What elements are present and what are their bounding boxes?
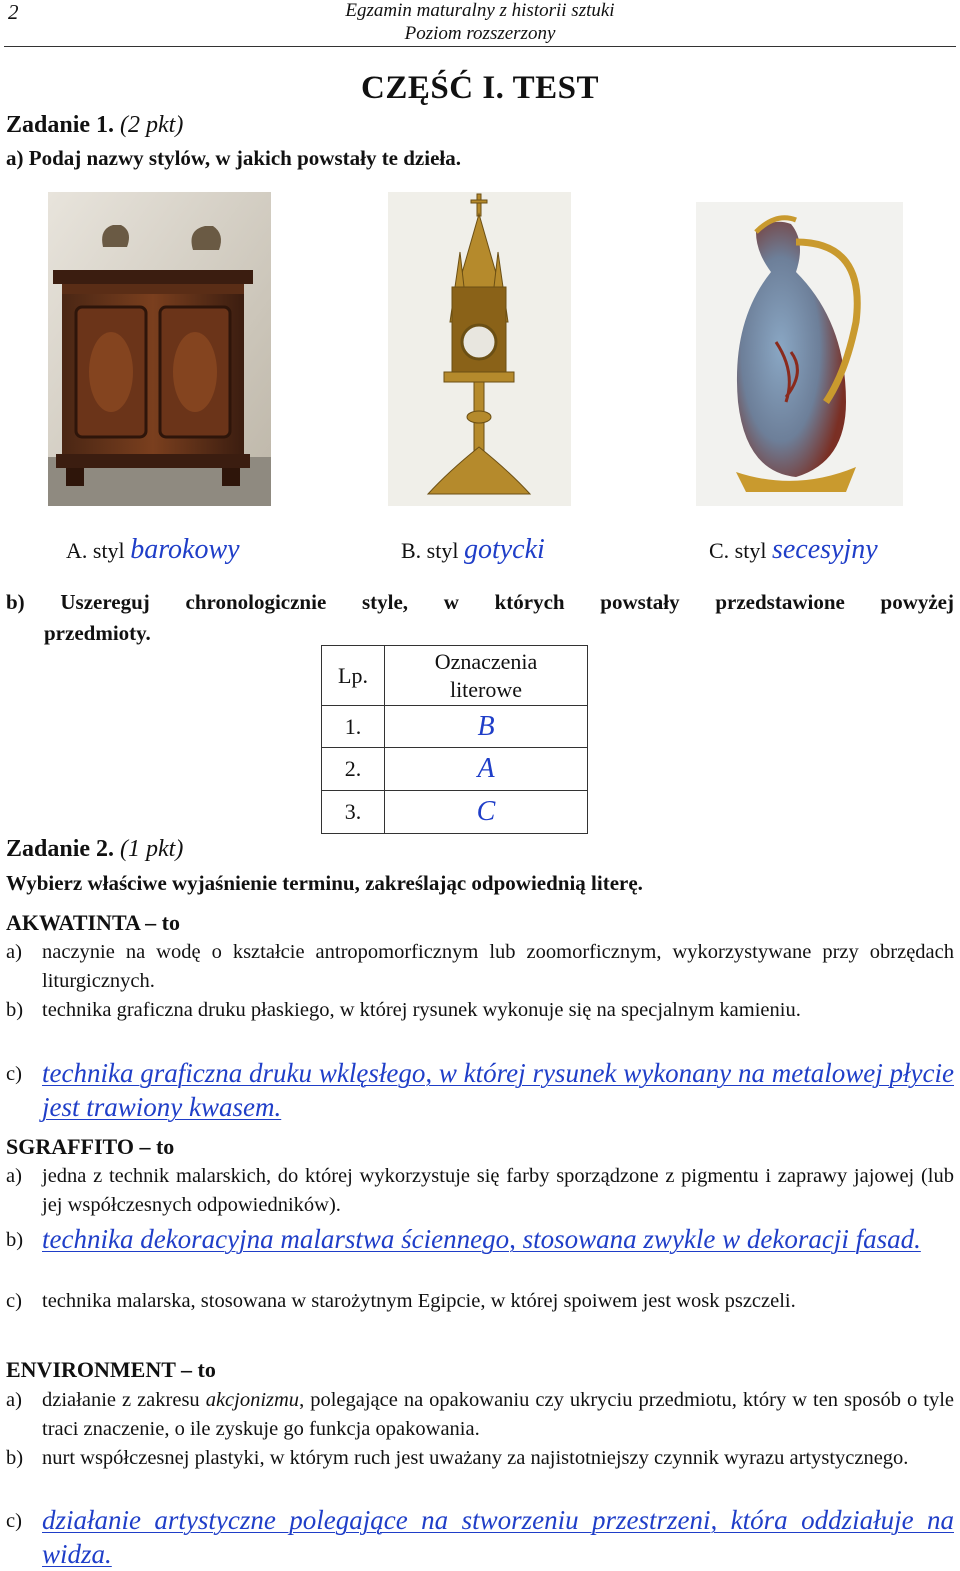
gothic-monstrance-image [388,192,571,506]
task1-a-instruction [6,146,461,171]
item-b-answer: gotycki [463,534,545,565]
order-table-col-lp: Lp. [322,646,385,706]
order-table-col-letters-line2: literowe [449,676,523,702]
item-c-answer: secesyjny [771,534,878,565]
option-label: a) [6,1165,22,1187]
option-label: b) [6,1229,24,1251]
task1-title: Zadanie 1. [6,112,115,138]
option-label: c) [6,1290,22,1312]
order-table-col-letters-line1: Oznaczenia [434,648,538,674]
task1-b-instruction-line2: przedmioty. [44,621,151,645]
environment-option-a[interactable] [6,1386,954,1444]
order-letter: B [385,706,588,748]
environment-option-b[interactable] [6,1444,954,1502]
order-lp: 1. [322,706,385,748]
task1-points: (2 pkt) [120,112,184,138]
environment-option-c[interactable] [6,1503,954,1571]
order-table [321,645,588,834]
task1-b-label: b) [6,590,25,614]
order-lp: 2. [322,748,385,791]
option-text-before: działanie z zakresu [42,1389,206,1411]
akwatinta-option-b[interactable] [6,996,954,1054]
option-text-selected: technika graficzna druku wklęsłego, w której rysunek wykonany na metalowej płycie jest trawiony kwasem. [42,1058,954,1122]
header-divider [4,46,956,47]
item-a-letter: A. styl [66,538,125,563]
sgraffito-option-c[interactable] [6,1287,954,1345]
task2-title: Zadanie 2. [6,836,115,862]
option-text: jedna z technik malarskich, do której wykorzystuje się farby sporządzone z pigmentu i zaprawy jajowej (lub jej współczesnych odpowiedników). [42,1165,954,1216]
option-text-italic: akcjonizmu [205,1389,300,1411]
sgraffito-option-a[interactable] [6,1162,954,1220]
order-table-header [322,646,588,706]
order-letter: C [385,791,588,834]
item-b-letter: B. styl [401,538,459,563]
baroque-cabinet-image [48,192,271,506]
exam-level: Poziom rozszerzony [404,23,556,44]
option-text-selected: działanie artystyczne polegające na stworzeniu przestrzeni, która oddziałuje na widza. [42,1505,954,1569]
page-number: 2 [8,0,19,24]
item-c-letter: C. styl [709,538,767,563]
task1-heading [6,112,183,139]
art-nouveau-vase-image [696,202,903,506]
option-label: a) [6,1389,22,1411]
table-row [322,791,588,834]
sgraffito-option-b[interactable] [6,1222,954,1290]
order-letter: A [385,748,588,791]
option-text-selected: technika dekoracyjna malarstwa ściennego, stosowana zwykle w dekoracji fasad. [42,1224,921,1254]
option-text: naczynie na wodę o kształcie antropomorficznym lub zoomorficznym, wykorzystywane przy obrzędach liturgicznych. [42,941,954,992]
option-text: nurt współczesnej plastyki, w którym ruch jest uważany za najistotniejszy czynnik wyrazu artystycznego. [42,1447,909,1469]
option-text [42,1386,954,1444]
table-row [322,748,588,791]
table-row [322,706,588,748]
term-environment: ENVIRONMENT – to [6,1357,216,1382]
item-c-answer-line [709,534,878,566]
term-akwatinta: AKWATINTA – to [6,910,180,935]
item-b-answer-line [401,534,545,566]
item-a-answer: barokowy [130,534,240,565]
akwatinta-option-a[interactable] [6,938,954,996]
item-a-answer-line [66,534,240,566]
task1-a-label: a) [6,146,24,170]
task1-b-instruction-line1 [6,590,954,615]
option-text: technika graficzna druku płaskiego, w której rysunek wykonuje się na specjalnym kamieniu. [42,999,801,1021]
order-table-col-letters [385,646,588,706]
option-label: a) [6,941,22,963]
task1-a-text: Podaj nazwy stylów, w jakich powstały te dzieła. [28,146,461,170]
option-label: c) [6,1510,22,1532]
exam-title: Egzamin maturalny z historii sztuki [345,0,615,21]
option-text: technika malarska, stosowana w starożytnym Egipcie, w której spoiwem jest wosk pszczeli. [42,1290,796,1312]
task2-points: (1 pkt) [120,836,184,862]
option-label: b) [6,1447,24,1469]
order-lp: 3. [322,791,385,834]
option-label: c) [6,1063,22,1085]
task2-heading [6,836,183,863]
option-text-after: , polegające na opakowaniu czy ukryciu przedmiotu, który w ten sposób o tyle traci znaczenie, o ile zyskuje go funkcja opakowania. [42,1389,954,1440]
task2-instruction: Wybierz właściwe wyjaśnienie terminu, zakreślając odpowiednią literę. [6,871,643,895]
part-title: CZĘŚĆ I. TEST [361,70,599,106]
option-label: b) [6,999,24,1021]
task1-b-text1: Uszereguj chronologicznie style, w których powstały przedstawione powyżej [60,590,954,614]
akwatinta-option-c[interactable] [6,1056,954,1126]
term-sgraffito: SGRAFFITO – to [6,1134,175,1159]
